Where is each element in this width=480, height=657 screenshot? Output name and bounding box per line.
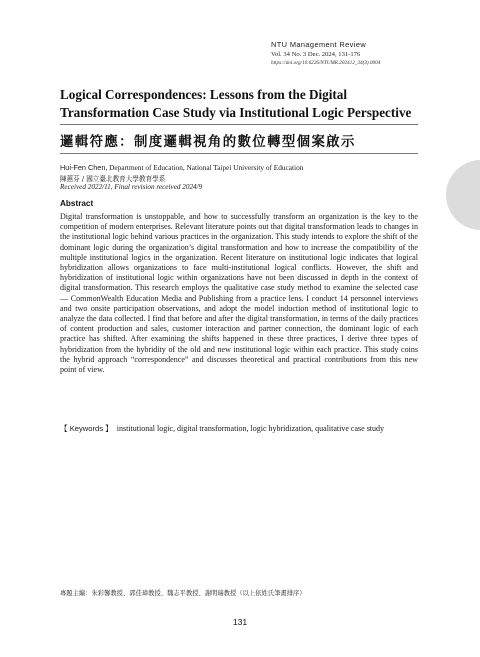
title-divider-top: [60, 124, 418, 125]
received-dates: Received 2022/11, Final revision received 2024/9: [60, 183, 203, 191]
abstract-text: Digital transformation is unstoppable, and how to successfully transform an organization is the key to the competition of modern enterprises. Relevant literature points out that digital transformation leads to changes in the institutional logic behind various practices in the organization. This study intends to explore the shift of the dominant logic during the organization’s digital transformation and how to increase the compatibility of the multiple institutional logics in the organization. Recent literature on institutional logic indicates that logical hybridization allows organizations to face multi-institutional logical conflicts. However, the shift and hybridization of institutional logic within organizations have not been discussed in depth in the context of digital transformation. This research employs the qualitative case study method to examine the selected case — CommonWealth Education Media and Publishing from a practice lens. I conduct 14 personnel interviews and two onsite participation observations, and adopt the model induction method of institutional logic to analyze the data collected. I find that before and after the digital transformation, in terms of the daily practices of content production and sales, customer interaction and partner connection, the dominant logic of each practice has shifted. After examining the shifts happened in these three practices, I derive three types of hybridization from the hybridity of the old and new institutional logic within each practice. This study coins the hybrid approach “correspondence” and discusses theoretical and practical contributions from this new point of view.: [60, 212, 418, 375]
author-affiliation: , Department of Education, National Taipei University of Education: [105, 163, 304, 172]
paper-title-chinese: 邏輯符應：制度邏輯視角的數位轉型個案啟示: [60, 135, 356, 150]
keywords-label: 【 Keywords 】: [60, 424, 113, 433]
journal-issue: Vol. 34 No. 3 Dec. 2024, 131-176: [271, 51, 361, 58]
abstract-heading: Abstract: [60, 199, 94, 208]
author-name: Hui-Fen Chen: [60, 163, 106, 172]
keywords-block: [60, 424, 418, 434]
paper-title-english: Logical Correspondences: Lessons from the Digital Transformation Case Study via Institutional Logic Perspective: [60, 87, 412, 120]
keywords-text: institutional logic, digital transformation, logic hybridization, qualitative case study: [116, 424, 385, 433]
journal-doi-link[interactable]: https://doi.org/10.6226/NTUMR.202412_34(3).0004: [271, 60, 381, 66]
title-divider-bottom: [60, 153, 418, 154]
author-name-chinese: 陳蕙芬 / 國立臺北教育大學教育學系: [60, 175, 166, 183]
journal-header: [271, 40, 421, 66]
author-line: [60, 163, 420, 172]
page-number: 131: [232, 617, 248, 627]
special-issue-editors: 專題主編：朱彩馨教授、郭佳瑋教授、魏志平教授、謝明瑞教授（以上依姓氏筆畫排序）: [60, 590, 306, 597]
journal-name: NTU Management Review: [271, 40, 367, 49]
side-tab-marker: [446, 160, 480, 230]
